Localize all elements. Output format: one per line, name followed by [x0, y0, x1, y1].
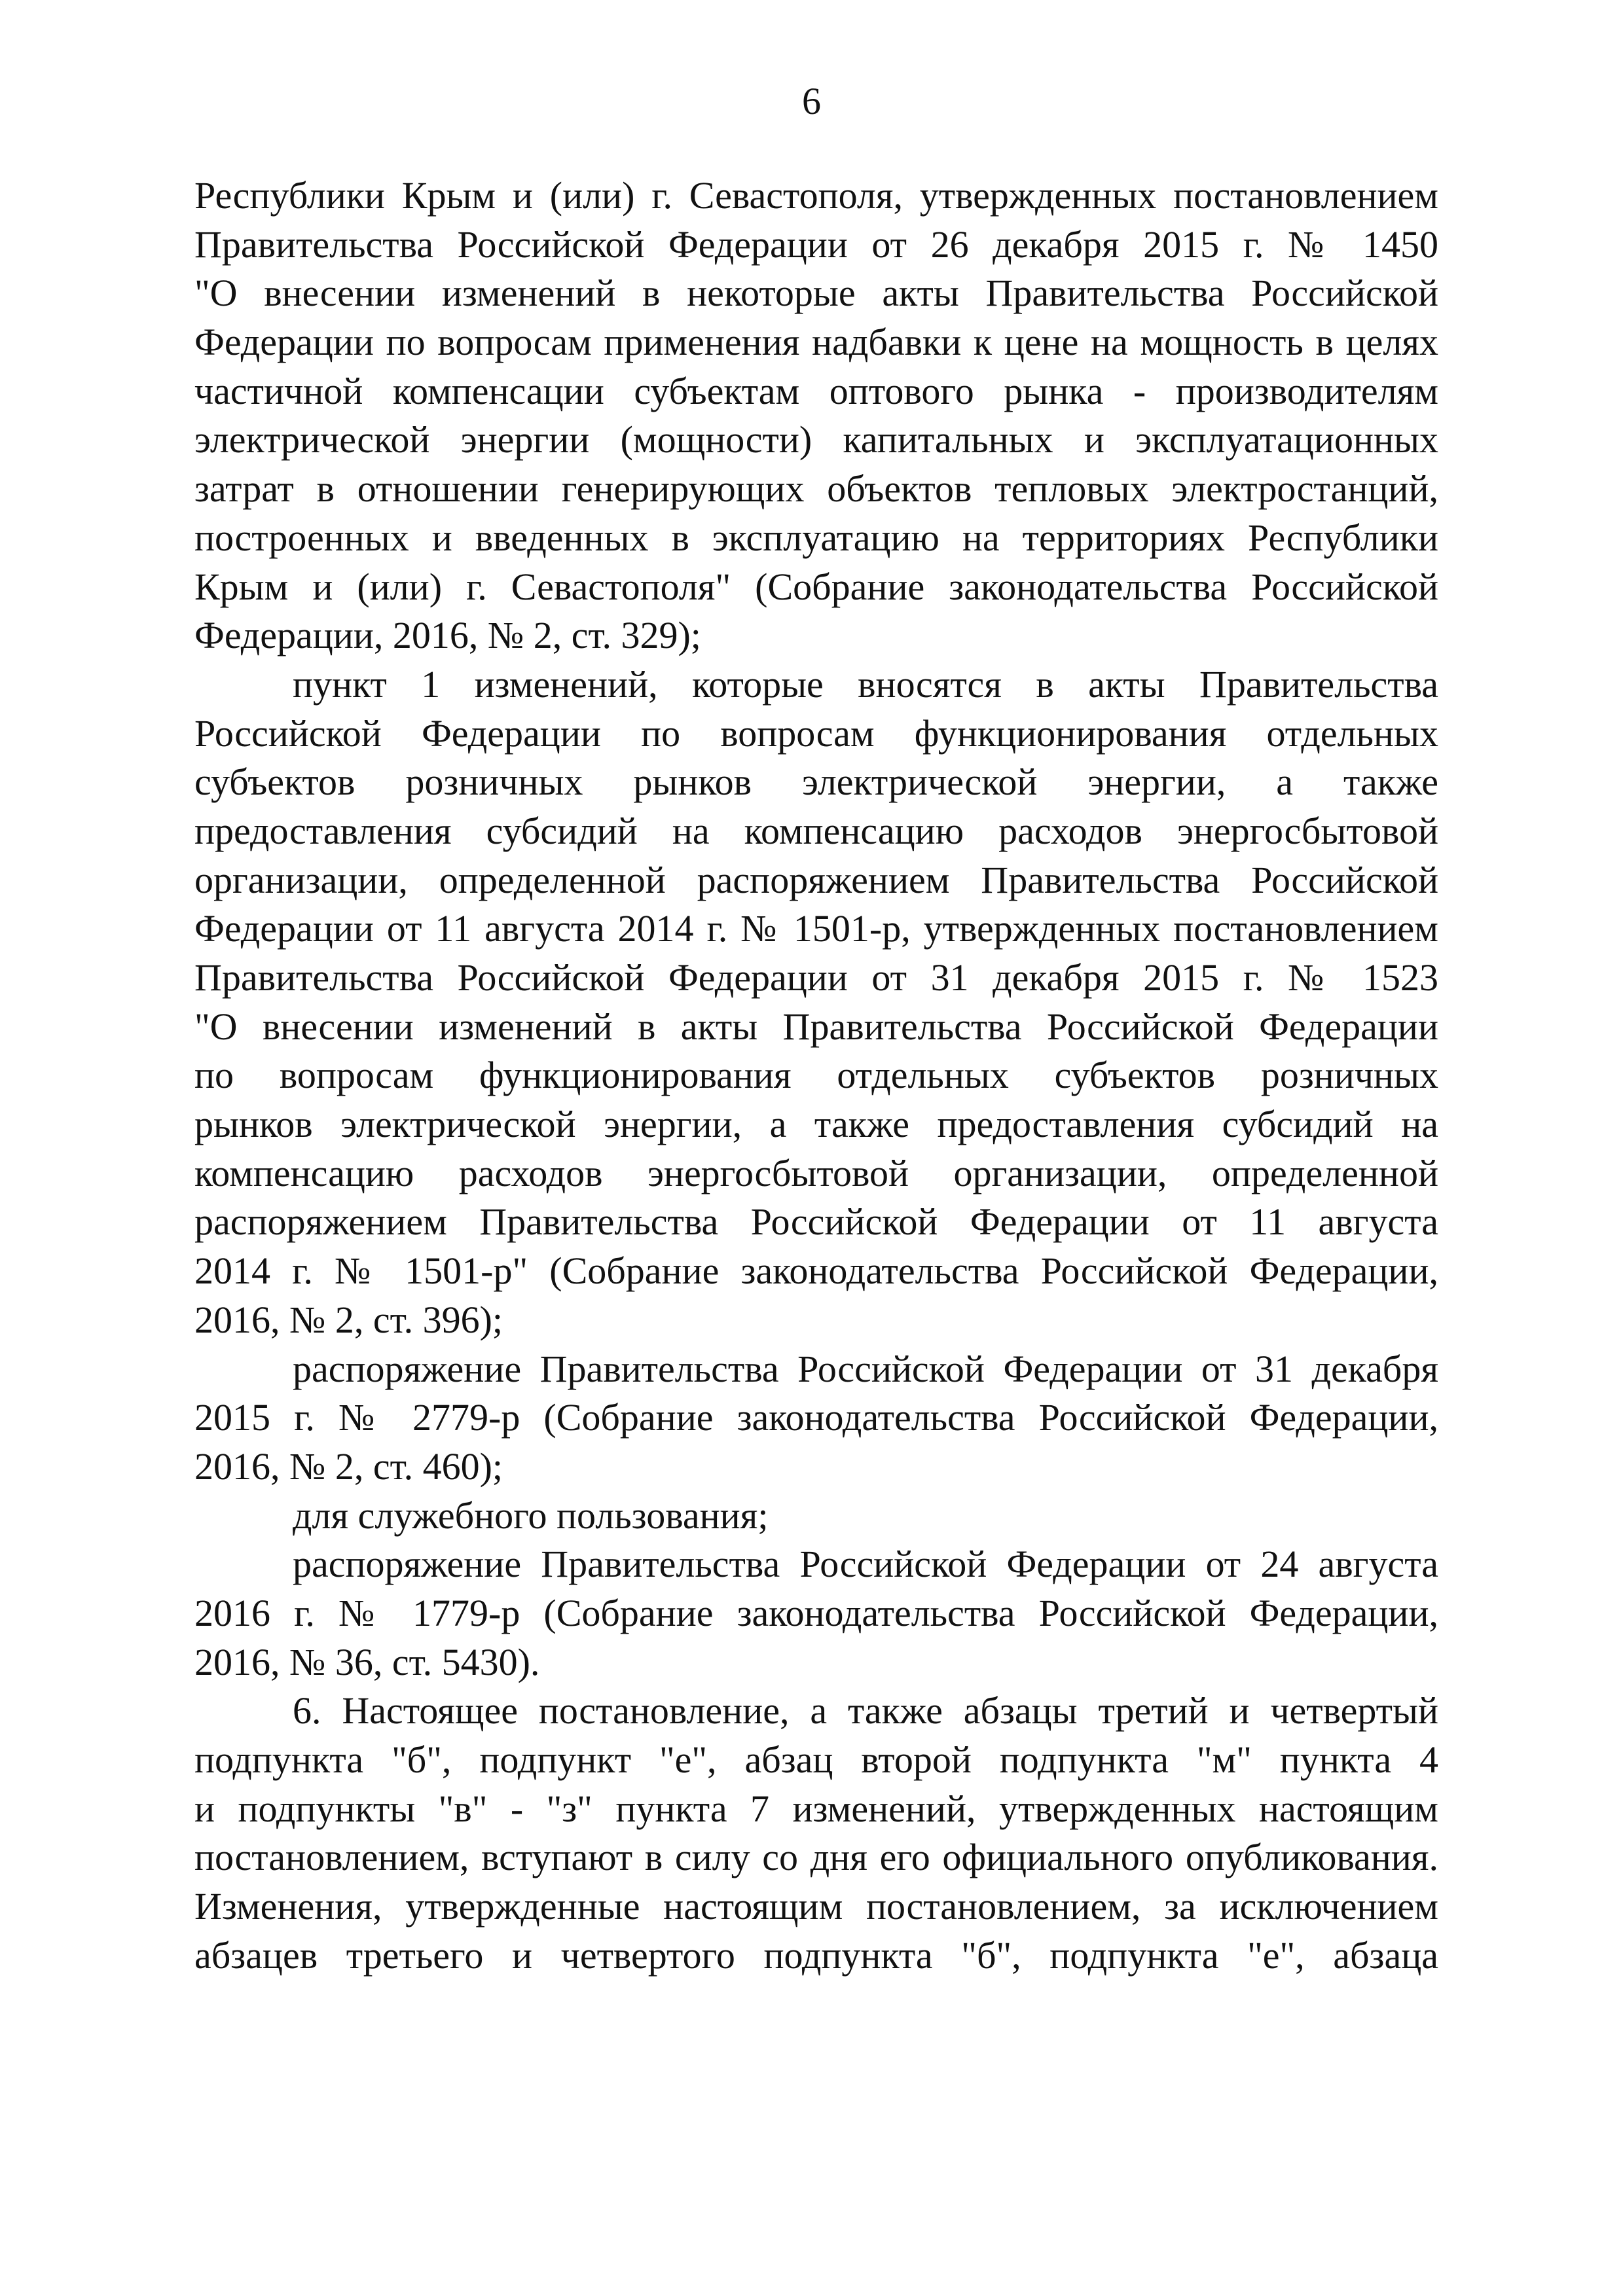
text-line: компенсацию расходов энергосбытовой организации, определенной: [194, 1151, 1438, 1194]
text-line: подпункта "б", подпункт "е", абзац второй подпункта "м" пункта 4: [194, 1738, 1438, 1781]
text-line: распоряжение Правительства Российской Федерации от 24 августа: [293, 1543, 1438, 1586]
text-line: абзацев третьего и четвертого подпункта "б", подпункта "е", абзаца: [194, 1933, 1438, 1977]
text-line: и подпункты "в" - "з" пункта 7 изменений, утвержденных настоящим: [194, 1787, 1438, 1830]
text-line: "О внесении изменений в акты Правительства Российской Федерации: [194, 1005, 1438, 1048]
text-line: Правительства Российской Федерации от 26 декабря 2015 г. № 1450: [194, 223, 1438, 266]
text-line: Правительства Российской Федерации от 31 декабря 2015 г. № 1523: [194, 956, 1438, 999]
document-body: [194, 171, 1438, 1980]
paragraph: [194, 1345, 1438, 1492]
text-line: предоставления субсидий на компенсацию расходов энергосбытовой: [194, 809, 1438, 852]
text-line: частичной компенсации субъектам оптового рынка - производителям: [194, 369, 1438, 412]
text-line: 2014 г. № 1501-р" (Собрание законодательства Российской Федерации,: [194, 1249, 1438, 1293]
paragraph: [194, 1492, 1438, 1541]
text-line: Республики Крым и (или) г. Севастополя, утвержденных постановлением: [194, 174, 1438, 217]
text-line: 6. Настоящее постановление, а также абзацы третий и четвертый: [293, 1689, 1438, 1732]
text-line: Федерации, 2016, № 2, ст. 329);: [194, 614, 701, 657]
text-line: 2015 г. № 2779-р (Собрание законодательства Российской Федерации,: [194, 1396, 1438, 1439]
page-number: 6: [802, 80, 821, 122]
paragraph: [194, 660, 1438, 1345]
text-line: Изменения, утвержденные настоящим постановлением, за исключением: [194, 1885, 1438, 1928]
text-line: 2016 г. № 1779-р (Собрание законодательства Российской Федерации,: [194, 1591, 1438, 1634]
paragraph: [194, 1540, 1438, 1687]
paragraph: [194, 171, 1438, 660]
text-line: для служебного пользования;: [293, 1494, 769, 1537]
text-line: 2016, № 2, ст. 460);: [194, 1444, 503, 1488]
text-line: субъектов розничных рынков электрической энергии, а также: [194, 761, 1438, 804]
text-line: постановлением, вступают в силу со дня его официального опубликования.: [194, 1836, 1438, 1879]
text-line: рынков электрической энергии, а также предоставления субсидий на: [194, 1103, 1438, 1146]
text-line: распоряжение Правительства Российской Федерации от 31 декабря: [293, 1347, 1438, 1390]
text-line: Федерации от 11 августа 2014 г. № 1501-р, утвержденных постановлением: [194, 907, 1438, 950]
text-line: Федерации по вопросам применения надбавки к цене на мощность в целях: [194, 321, 1438, 364]
paragraph: [194, 1687, 1438, 1980]
text-line: по вопросам функционирования отдельных субъектов розничных: [194, 1054, 1438, 1097]
text-line: 2016, № 36, ст. 5430).: [194, 1640, 540, 1683]
text-line: затрат в отношении генерирующих объектов тепловых электростанций,: [194, 467, 1438, 511]
text-line: 2016, № 2, ст. 396);: [194, 1298, 503, 1341]
text-line: Крым и (или) г. Севастополя" (Собрание законодательства Российской: [194, 565, 1438, 608]
text-line: Российской Федерации по вопросам функционирования отдельных: [194, 711, 1438, 755]
text-line: электрической энергии (мощности) капитальных и эксплуатационных: [194, 418, 1438, 461]
text-line: распоряжением Правительства Российской Федерации от 11 августа: [194, 1200, 1438, 1244]
text-line: построенных и введенных в эксплуатацию на территориях Республики: [194, 516, 1438, 559]
text-line: "О внесении изменений в некоторые акты Правительства Российской: [194, 272, 1438, 315]
text-line: организации, определенной распоряжением Правительства Российской: [194, 858, 1438, 901]
text-line: пункт 1 изменений, которые вносятся в акты Правительства: [293, 662, 1438, 706]
